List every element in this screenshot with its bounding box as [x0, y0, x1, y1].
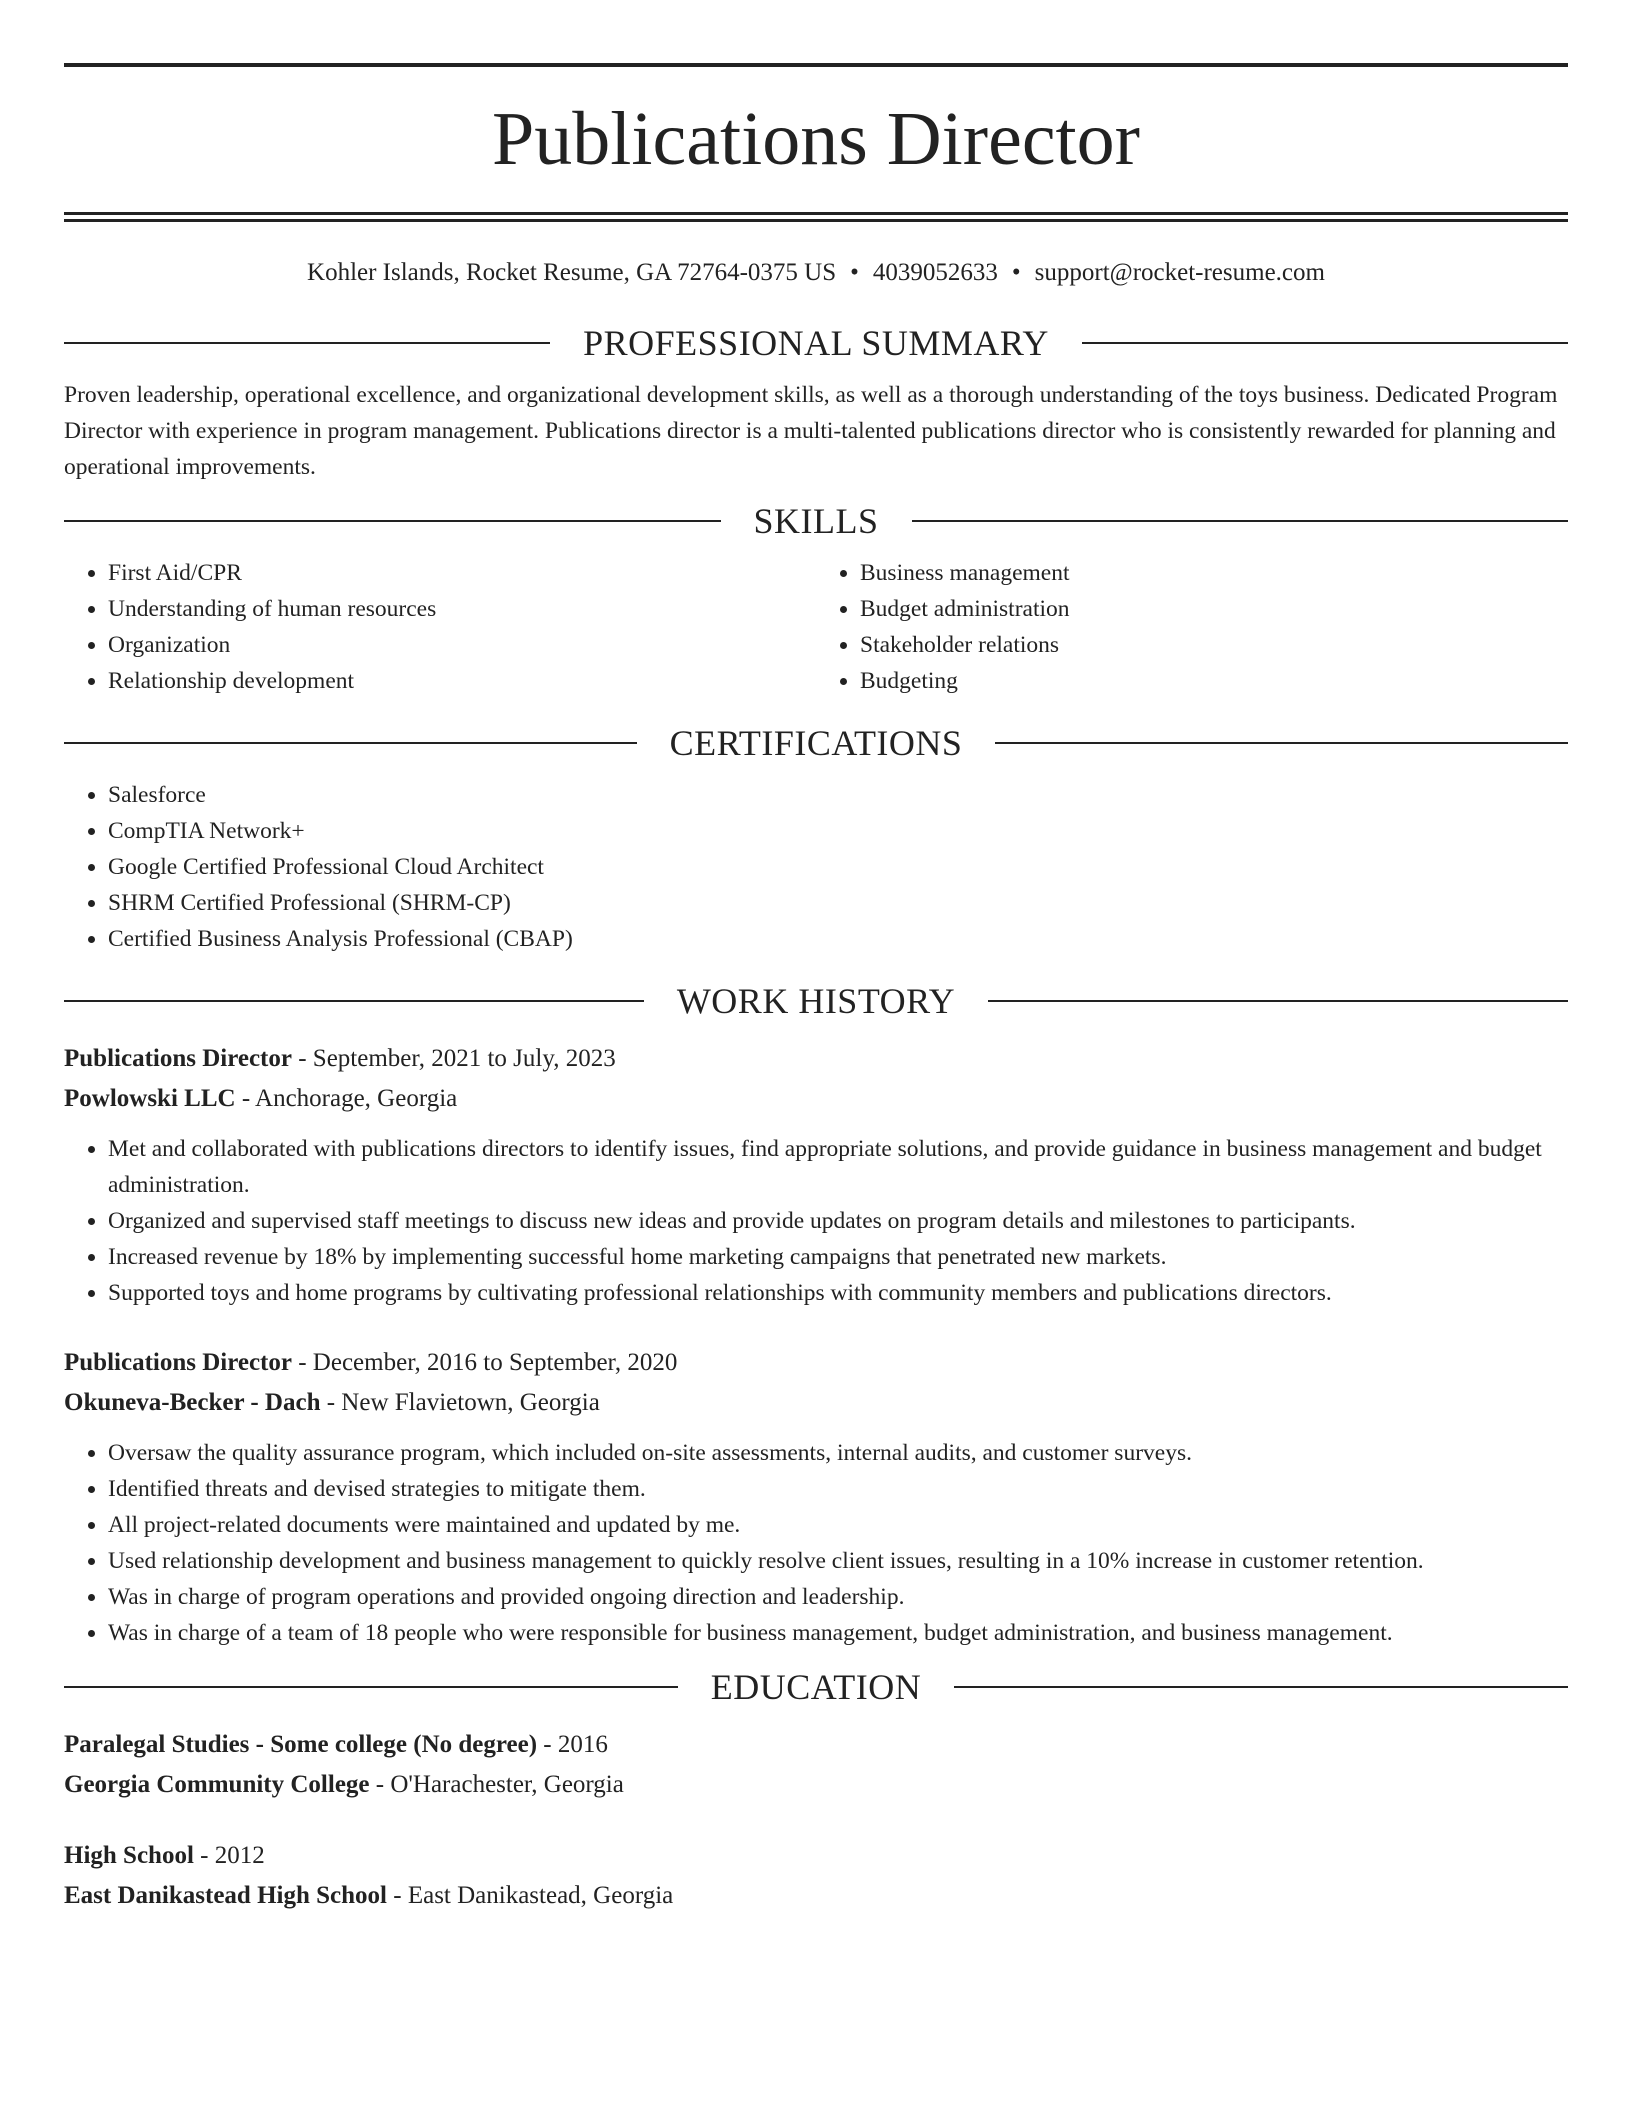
contact-line	[64, 257, 1568, 289]
skill-item: • Budget administration	[860, 591, 1568, 627]
education-degree-line	[64, 1836, 1568, 1876]
page-title: Publications Director	[492, 97, 1140, 181]
job-title-line	[64, 1343, 1568, 1383]
job-dates: - September, 2021 to July, 2023	[291, 1045, 616, 1072]
education-entry	[64, 1725, 1568, 1805]
certifications-section-header	[64, 721, 1568, 765]
certification-item: • Google Certified Professional Cloud Architect	[108, 849, 1568, 885]
job-title: Publications Director	[64, 1045, 292, 1072]
education-heading: EDUCATION	[710, 1667, 922, 1707]
certification-item: • Certified Business Analysis Professional (CBAP)	[108, 921, 1568, 957]
education-year: - 2012	[193, 1842, 265, 1869]
education-school: Georgia Community College	[64, 1771, 370, 1798]
skill-item: • Budgeting	[860, 663, 1568, 699]
skills-heading: SKILLS	[753, 501, 879, 541]
job-bullet: • Was in charge of a team of 18 people who were responsible for business management, budget administration, and business management.	[108, 1615, 1568, 1651]
divider-line	[64, 342, 550, 344]
education-location: - East Danikastead, Georgia	[387, 1882, 674, 1909]
skill-item: • Business management	[860, 555, 1568, 591]
job-bullets	[64, 1435, 1568, 1651]
skills-section-header	[64, 499, 1568, 543]
divider-line	[64, 520, 721, 522]
divider-line	[1082, 342, 1568, 344]
education-degree: High School	[64, 1842, 194, 1869]
summary-heading: PROFESSIONAL SUMMARY	[583, 323, 1049, 363]
education-school-line	[64, 1876, 1568, 1916]
summary-text: Proven leadership, operational excellence, and organizational development skills, as well as a thorough understanding of the toys business. Dedicated Program Director with experience in program management. Publications director is a multi-talented publications director who is consistently rewarded for planning and operational improvements.	[64, 382, 1558, 480]
job-company: Powlowski LLC	[64, 1085, 236, 1112]
divider-line	[995, 742, 1568, 744]
job-location: - Anchorage, Georgia	[235, 1085, 458, 1112]
skill-item: • Relationship development	[108, 663, 816, 699]
education-location: - O'Harachester, Georgia	[369, 1771, 624, 1798]
divider-line	[64, 742, 637, 744]
job-title: Publications Director	[64, 1349, 292, 1376]
certification-item: • Salesforce	[108, 777, 1568, 813]
certification-item: • SHRM Certified Professional (SHRM-CP)	[108, 885, 1568, 921]
job-title-line	[64, 1039, 1568, 1079]
job-bullet: • Identified threats and devised strategies to mitigate them.	[108, 1471, 1568, 1507]
job-bullet: • Increased revenue by 18% by implementing successful home marketing campaigns that penetrated new markets.	[108, 1239, 1568, 1275]
contact-address: Kohler Islands, Rocket Resume, GA 72764-0375 US	[307, 259, 837, 286]
education-entry	[64, 1836, 1568, 1916]
divider-line	[912, 520, 1569, 522]
skills-list-right	[816, 555, 1568, 699]
skill-item: • First Aid/CPR	[108, 555, 816, 591]
top-rule	[64, 63, 1568, 67]
job-company: Okuneva-Becker - Dach	[64, 1389, 321, 1416]
job-bullet: • Oversaw the quality assurance program, which included on-site assessments, internal audits, and customer surveys.	[108, 1435, 1568, 1471]
job-dates: - December, 2016 to September, 2020	[291, 1349, 678, 1376]
contact-separator: •	[1011, 259, 1021, 286]
contact-separator: •	[850, 259, 859, 286]
certification-item: • CompTIA Network+	[108, 813, 1568, 849]
job-bullet: • Used relationship development and business management to quickly resolve client issues, resulting in a 10% increase in customer retention.	[108, 1543, 1568, 1579]
contact-phone: 4039052633	[872, 259, 998, 286]
education-degree-line	[64, 1725, 1568, 1765]
job-company-line	[64, 1383, 1568, 1423]
education-school: East Danikastead High School	[64, 1882, 387, 1909]
education-year: - 2016	[537, 1731, 608, 1758]
work-section-header	[64, 979, 1568, 1023]
job-bullets	[64, 1131, 1568, 1311]
job-bullet: • Was in charge of program operations and provided ongoing direction and leadership.	[108, 1579, 1568, 1615]
certifications-list	[64, 777, 1568, 957]
divider-line	[954, 1686, 1568, 1688]
job-entry	[64, 1343, 1568, 1651]
title-double-rule	[64, 212, 1568, 222]
divider-line	[64, 1000, 644, 1002]
certifications-heading: CERTIFICATIONS	[669, 723, 963, 763]
contact-email: support@rocket-resume.com	[1034, 259, 1325, 286]
education-degree: Paralegal Studies - Some college (No degree)	[64, 1731, 538, 1758]
skills-grid	[64, 555, 1568, 699]
job-location: - New Flavietown, Georgia	[320, 1389, 600, 1416]
skills-list-left	[64, 555, 816, 699]
education-school-line	[64, 1765, 1568, 1805]
job-bullet: • Met and collaborated with publications directors to identify issues, find appropriate solutions, and provide guidance in business management and budget administration.	[108, 1131, 1568, 1203]
skill-item: • Understanding of human resources	[108, 591, 816, 627]
job-bullet: • All project-related documents were maintained and updated by me.	[108, 1507, 1568, 1543]
divider-line	[64, 1686, 678, 1688]
summary-section-header	[64, 321, 1568, 365]
job-bullet: • Organized and supervised staff meetings to discuss new ideas and provide updates on program details and milestones to participants.	[108, 1203, 1568, 1239]
divider-line	[988, 1000, 1568, 1002]
work-heading: WORK HISTORY	[676, 981, 956, 1021]
skill-item: • Organization	[108, 627, 816, 663]
job-bullet: • Supported toys and home programs by cultivating professional relationships with community members and publications directors.	[108, 1275, 1568, 1311]
education-section-header	[64, 1665, 1568, 1709]
job-entry	[64, 1039, 1568, 1311]
skill-item: • Stakeholder relations	[860, 627, 1568, 663]
job-company-line	[64, 1079, 1568, 1119]
